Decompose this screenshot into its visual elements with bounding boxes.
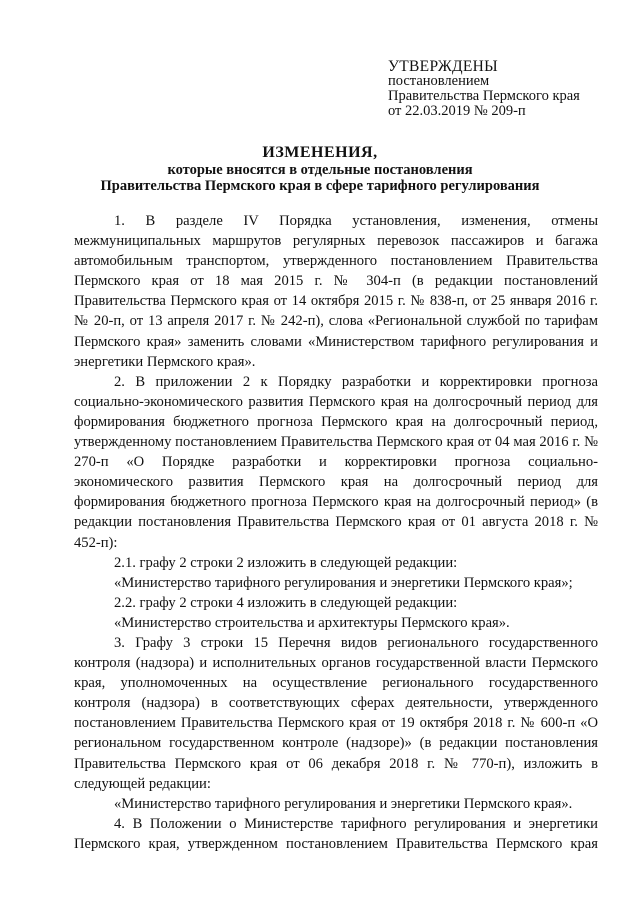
document-title bbox=[0, 143, 640, 194]
approval-line: постановлением bbox=[388, 73, 490, 89]
approval-line: Правительства Пермского края bbox=[388, 88, 580, 104]
paragraph: 2. В приложении 2 к Порядку разработки и корректировки прогноза социально-экономического развития Пермского края на долгосрочный период для формирования бюджетного прогноза Пермского края на долгосрочный период, утвержденному постановлением Правительства Пермского края от 04 мая 2016 г. № 270-п «О Порядке разработки и корректировки прогноза социально-экономического развития Пермского края на долгосрочный период для формирования бюджетного прогноза Пермского края на долгосрочный период» (в редакции постановления Правительства Пермского края от 01 августа 2018 г. № 452-п): bbox=[74, 373, 598, 551]
paragraph: 2.1. графу 2 строки 2 изложить в следующей редакции: bbox=[114, 554, 458, 571]
paragraph: «Министерство тарифного регулирования и энергетики Пермского края»; bbox=[114, 574, 573, 591]
paragraph: 1. В разделе IV Порядка установления, изменения, отмены межмуниципальных маршрутов регулярных перевозок пассажиров и багажа автомобильным транспортом, утвержденного постановлением Правительства Пермского края от 18 мая 2015 г. № 304-п (в редакции постановлений Правительства Пермского края от 14 октября 2015 г. № 838-п, от 25 января 2016 г. № 20-п, от 13 апреля 2017 г. № 242-п), слова «Региональной службой по тарифам Пермского края» заменить словами «Министерством тарифного регулирования и энергетики Пермского края». bbox=[74, 213, 598, 370]
paragraph: 3. Графу 3 строки 15 Перечня видов регионального государственного контроля (надзора) и исполнительных органов государственной власти Пермского края, уполномоченных на осуществление регионального государственного контроля (надзора) в соответствующих сферах деятельности, утвержденного постановлением Правительства Пермского края от 19 октября 2018 г. № 600-п «О региональном государственном контроле (надзоре)» (в редакции постановления Правительства Пермского края от 06 декабря 2018 г. № 770-п), изложить в следующей редакции: bbox=[74, 634, 598, 792]
document-body bbox=[74, 211, 598, 854]
approval-date: от 22.03.2019 № 209-п bbox=[388, 103, 526, 119]
paragraph: 4. В Положении о Министерстве тарифного регулирования и энергетики Пермского края, утвержденном постановлением Правительства Пермского края bbox=[74, 815, 598, 852]
title-subtitle: Правительства Пермского края в сфере тарифного регулирования bbox=[100, 178, 540, 194]
title-main: ИЗМЕНЕНИЯ, bbox=[262, 144, 378, 161]
approval-stamp bbox=[388, 59, 580, 119]
title-subtitle: которые вносятся в отдельные постановления bbox=[167, 162, 473, 178]
approval-heading: УТВЕРЖДЕНЫ bbox=[388, 58, 498, 75]
paragraph: «Министерство строительства и архитектуры Пермского края». bbox=[114, 614, 510, 631]
paragraph: 2.2. графу 2 строки 4 изложить в следующей редакции: bbox=[114, 594, 458, 611]
paragraph: «Министерство тарифного регулирования и энергетики Пермского края». bbox=[114, 795, 573, 812]
